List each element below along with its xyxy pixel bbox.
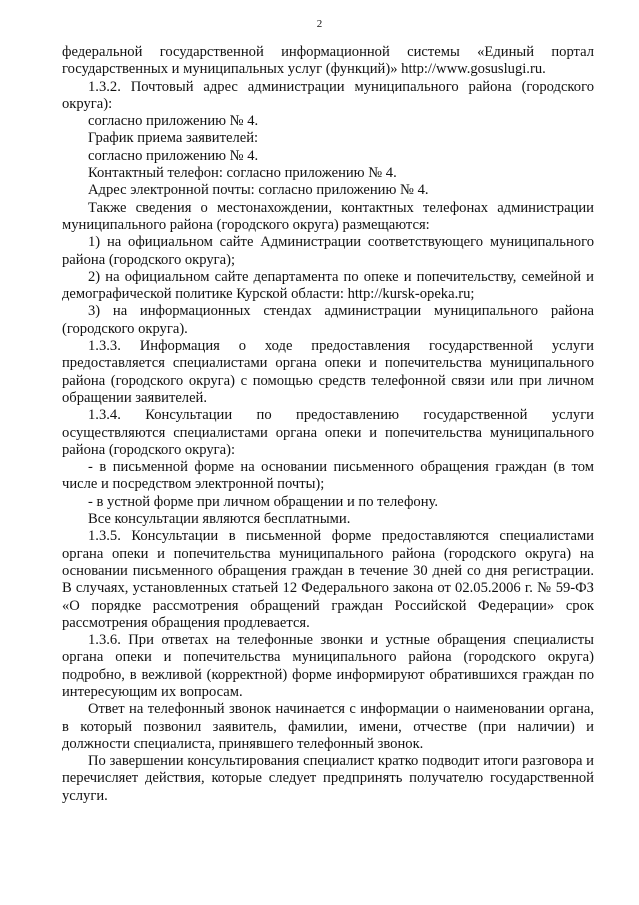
paragraph: 1) на официальном сайте Администрации соответствующего муниципального района (городского округа); [62,234,594,268]
paragraph: 3) на информационных стендах администрации муниципального района (городского округа). [62,303,594,337]
paragraph: 1.3.6. При ответах на телефонные звонки и устные обращения специалисты органа опеки и попечительства муниципального района (городского округа) подробно, в вежливой (корректной) форме информируют обратившихся граждан по интересующим их вопросам. [62,632,594,700]
paragraph: 1.3.5. Консультации в письменной форме предоставляются специалистами органа опеки и попечительства муниципального района (городского округа) на основании письменного обращения граждан в течение 30 дней со дня регистрации. В случаях, установленных статьей 12 Федерального закона от 02.05.2006 г. № 59-ФЗ «О порядке рассмотрения обращений граждан Российской Федерации» срок рассмотрения обращения продлевается. [62,528,594,631]
paragraph: 1.3.2. Почтовый адрес администрации муниципального района (городского округа): [62,78,594,112]
paragraph: Также сведения о местонахождении, контактных телефонах администрации муниципального района (городского округа) размещаются: [62,199,594,233]
paragraph: - в устной форме при личном обращении и по телефону. [88,493,439,510]
paragraph: График приема заявителей: [88,130,259,147]
paragraph: согласно приложению № 4. [88,113,259,130]
paragraph: Ответ на телефонный звонок начинается с информации о наименовании органа, в который позвонил заявитель, фамилии, имени, отчестве (при наличии) и должности специалиста, принявшего телефонный звонок. [62,701,594,752]
paragraph: По завершении консультирования специалист кратко подводит итоги разговора и перечисляет действия, которые следует предпринять получателю государственной услуги. [62,753,594,804]
paragraph: - в письменной форме на основании письменного обращения граждан (в том числе и посредством электронной почты); [62,459,594,493]
page-number: 2 [316,18,323,30]
paragraph: 1.3.4. Консультации по предоставлению государственной услуги осуществляются специалистами органа опеки и попечительства муниципального района (городского округа): [62,407,594,458]
paragraph: Контактный телефон: согласно приложению № 4. [88,165,397,182]
paragraph: федеральной государственной информационной системы «Единый портал государственных и муниципальных услуг (функций)» http://www.gosuslugi.ru. [62,44,594,78]
paragraph: Адрес электронной почты: согласно приложению № 4. [88,182,429,199]
paragraph: 2) на официальном сайте департамента по опеке и попечительству, семейной и демографической политике Курской области: http://kursk-opeka.ru; [62,268,594,303]
document-body [62,44,594,805]
paragraph: Все консультации являются бесплатными. [88,511,351,528]
paragraph: 1.3.3. Информация о ходе предоставления государственной услуги предоставляется специалистами органа опеки и попечительства муниципального района (городского округа) с помощью средств телефонной связи или при личном обращении заявителей. [62,338,594,406]
paragraph: согласно приложению № 4. [88,147,259,164]
